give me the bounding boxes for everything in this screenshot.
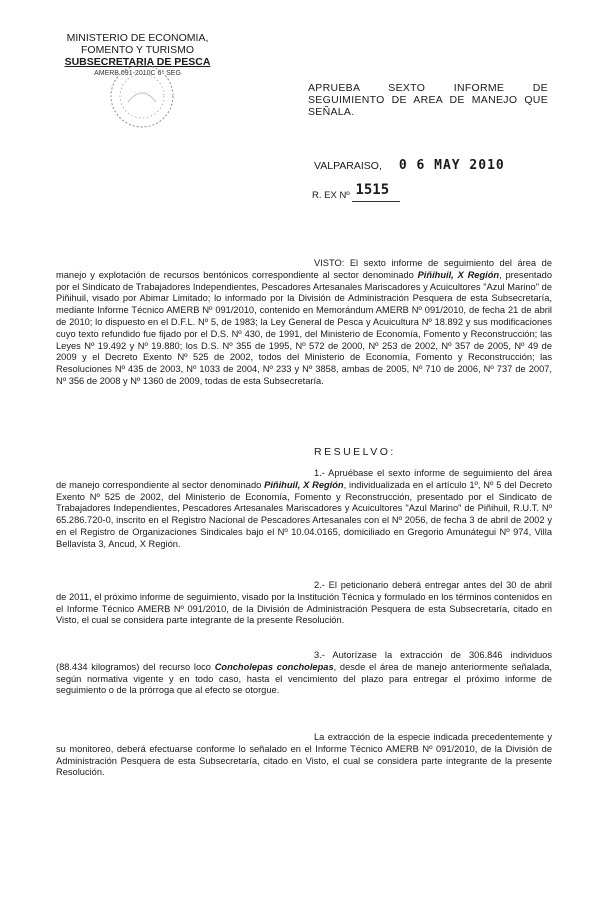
ministry-name-line2: FOMENTO Y TURISMO [81, 44, 194, 56]
article-3-text: 3.- Autorízase la extracción de 306.846 individuos (88.434 kilogramos) del recurso loco [56, 650, 552, 672]
subsecretariat-name: SUBSECRETARIA DE PESCA [64, 56, 211, 68]
resuelvo-heading: RESUELVO: [314, 446, 396, 458]
date-stamp: 0 6 MAY 2010 [398, 158, 505, 173]
visto-sector: Piñihuil, X Región [417, 269, 500, 280]
article-1-text-cont: , individualizada en el artículo 1º, Nº 5 del Decreto Exento Nº 525 de 2002, del Ministerio de Economía, Fomento y Reconstrucción, presentado por el Sindicato de Trabajadores Independientes, Pescadores Artesanales Mariscadores y Acuicultores "Azul Marino" de Piñihuil, R.U.T. Nº 65.286.720-0, inscrito en el Registro Nacional de Pescadores Artesanales con el Nº 2056, de fecha 3 de abril de 2002 y en el Registro de Organizaciones Sindicales bajo el Nº 10.04.0165, domiciliado en Gregorio Amunátegui Nº 974, Villa Bellavista 3, Ancud, X Región. [56, 479, 552, 549]
resolution-number-value: 1515 [355, 182, 390, 198]
article-3-text-cont: , desde el área de manejo anteriormente señalada, según normativa vigente y en todo caso, hasta el vencimiento del plazo para entregar el próximo informe de seguimiento o de la prórroga que al efecto se otorgue. [56, 661, 552, 696]
ministry-name: MINISTERIO DE ECONOMIA, [66, 32, 209, 44]
date-line [314, 158, 505, 173]
resolution-number [312, 182, 390, 202]
article-1-paragraph [56, 468, 552, 551]
resolution-label: R. EX Nº [312, 190, 350, 201]
visto-text: VISTO: El sexto informe de seguimiento del área de manejo y explotación de recursos bentónicos correspondiente al sector denominado [56, 258, 552, 280]
article-2-paragraph: 2.- El peticionario deberá entregar antes del 30 de abril de 2011, el próximo informe de seguimiento, visado por la Institución Técnica y formulado en los términos contenidos en el Informe Técnico AMERB Nº 091/2010, de la División de Administración Pesquera de esta Subsecretaría, citado en Visto, el cual se considera parte integrante de la presente Resolución. [56, 580, 552, 626]
resolution-subject: APRUEBA SEXTO INFORME DE SEGUIMIENTO DE AREA DE MANEJO QUE SEÑALA. [308, 82, 548, 118]
place-label: VALPARAISO, [314, 160, 382, 172]
article-1-sector: Piñihuil, X Región [264, 479, 344, 490]
file-reference: AMERB 091-2010C 6° SEG [94, 70, 181, 77]
article-1-text: 1.- Apruébase el sexto informe de seguimiento del área de manejo correspondiente al sector denominado [56, 468, 552, 490]
visto-paragraph [56, 258, 552, 388]
article-3-paragraph [56, 650, 552, 697]
resolution-underline [352, 201, 400, 202]
visto-text-cont: , presentado por el Sindicato de Trabajadores Independientes, Pescadores Artesanales Mariscadores y Acuicultores "Azul Marino" de Piñihuil, visado por Abimar Limitado; lo informado por la División de Administración Pesquera de esta Subsecretaría, mediante Informe Técnico AMERB Nº 091/2010, contenido en Memorándum AMERB Nº 091/2010, de fecha 21 de abril de 2010; lo dispuesto en el D.F.L. Nº 5, de 1983; la Ley General de Pesca y Acuicultura Nº 18.892 y sus modificaciones cuyo texto refundido fue fijado por el D.S. Nº 430, de 1991, del Ministerio de Economía, Fomento y Reconstrucción; las Leyes Nº 19.492 y Nº 19.880; los D.S. Nº 355 de 1995, Nº 572 de 2000, Nº 253 de 2002, Nº 357 de 2005, Nº 49 de 2009 y el Decreto Exento Nº 525 de 2002, todos del Ministerio de Economía, Fomento y Reconstrucción; las Resoluciones Nº 435 de 2003, Nº 1033 de 2004, Nº 233 y Nº 3858, ambas de 2005, Nº 710 de 2006, Nº 737 de 2007, Nº 356 de 2008 y Nº 1360 de 2009, todas de esta Subsecretaría. [56, 269, 553, 386]
species-name: Concholepas concholepas [214, 661, 334, 672]
official-seal-stamp [108, 62, 176, 130]
extraction-paragraph: La extracción de la especie indicada precedentemente y su monitoreo, deberá efectuarse conforme lo señalado en el Informe Técnico AMERB Nº 091/2010, de la División de Administración Pesquera de esta Subsecretaría, citado en Visto, el cual se considera parte integrante de la presente Resolución. [56, 732, 552, 778]
